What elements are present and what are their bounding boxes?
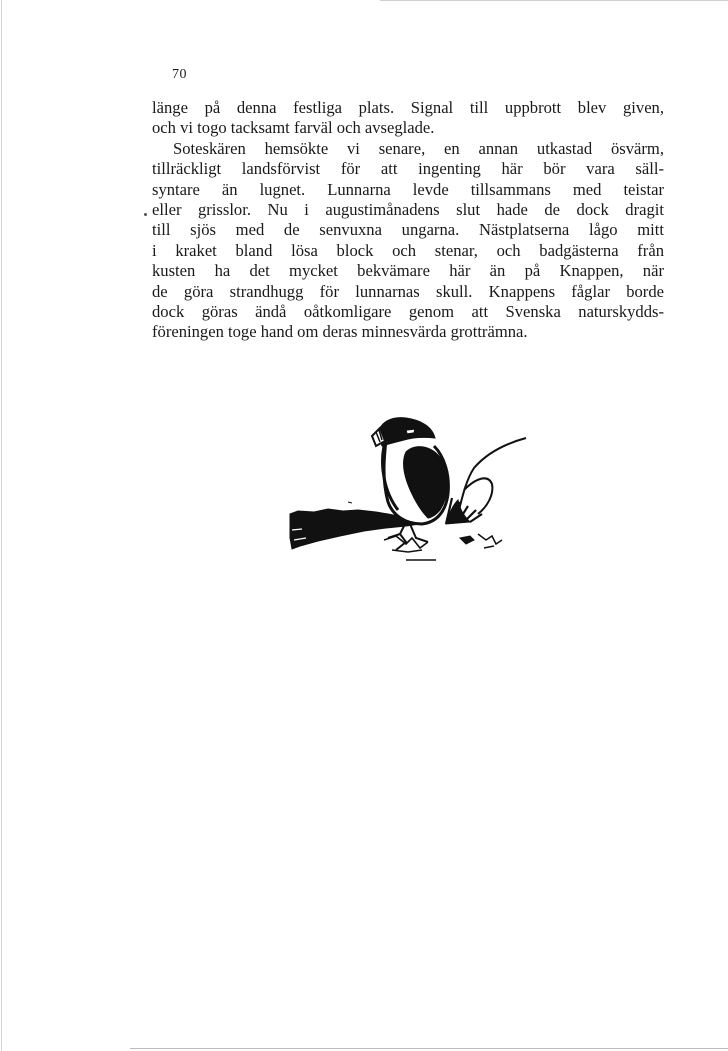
rock-mark — [348, 502, 352, 503]
text-line: dock göras ändå oåtkomligare genom att Svenska naturskydds- — [152, 301, 664, 321]
puffin-sketch-icon — [288, 410, 528, 580]
tail-curve — [464, 478, 492, 514]
page-number: 70 — [172, 67, 187, 82]
body-text — [152, 98, 664, 343]
puffin-eye — [406, 429, 415, 434]
page-edge-bottom — [130, 1048, 728, 1049]
text-line: syntare än lugnet. Lunnarna levde tillsammans med teistar — [152, 179, 664, 199]
ground-scribble — [384, 536, 428, 552]
text-line: och vi togo tacksamt farväl och avseglade. — [152, 118, 435, 138]
tail-sweep — [458, 438, 526, 514]
text-line: i kraket bland lösa block och stenar, och badgästerna från — [152, 240, 664, 260]
text-line: tillräckligt landsförvist för att ingenting här bör vara säll- — [152, 159, 664, 179]
text-line: till sjös med de senvuxna ungarna. Nästplatserna lågo mitt — [152, 220, 664, 240]
text-line: länge på denna festliga plats. Signal till uppbrott blev given, — [152, 98, 664, 117]
pebble-scribble — [478, 534, 502, 548]
text-line: kusten ha det mycket bekvämare här än på Knappen, när — [152, 261, 664, 281]
page-edge-left — [1, 0, 2, 1051]
text-line: de göra strandhugg för lunnarnas skull. Knappens fåglar borde — [152, 281, 664, 301]
pebble — [460, 536, 474, 544]
text-line: Soteskären hemsökte vi senare, en annan utkastad ösvärm, — [173, 138, 664, 158]
page-edge-top — [380, 0, 728, 1]
text-line: eller grisslor. Nu i augustimånadens slut hade de dock dragit — [152, 199, 664, 219]
margin-mark — [144, 213, 147, 216]
text-line: föreningen toge hand om deras minnesvärda grotträmna. — [152, 322, 528, 342]
